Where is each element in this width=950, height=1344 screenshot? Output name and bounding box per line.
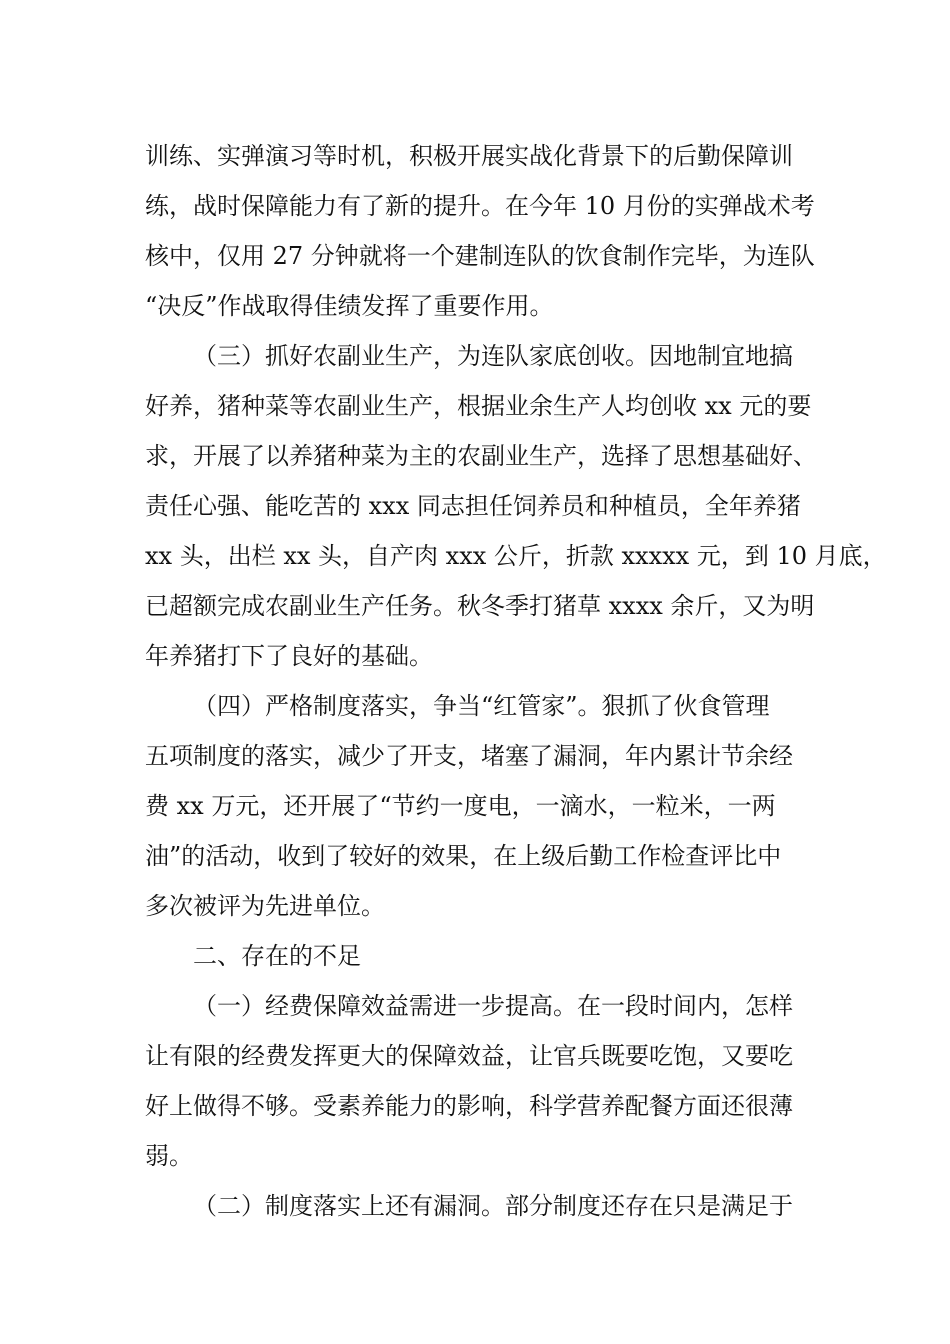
text-line: “决反”作战取得佳绩发挥了重要作用。 — [145, 292, 554, 320]
text-line: 费 xx 万元，还开展了“节约一度电，一滴水，一粒米，一两 — [145, 792, 776, 820]
section-heading: 二、存在的不足 — [193, 942, 361, 970]
text-line: 年养猪打下了良好的基础。 — [145, 642, 433, 670]
text-line: 核中，仅用 27 分钟就将一个建制连队的饮食制作完毕，为连队 — [145, 242, 815, 270]
text-line: 五项制度的落实，减少了开支，堵塞了漏洞，年内累计节余经 — [145, 742, 793, 770]
text-line: 好养，猪种菜等农副业生产，根据业余生产人均创收 xx 元的要 — [145, 392, 812, 420]
paragraph-first-line: （二）制度落实上还有漏洞。部分制度还存在只是满足于 — [193, 1192, 793, 1220]
text-line: 求，开展了以养猪种菜为主的农副业生产，选择了思想基础好、 — [145, 442, 817, 470]
text-line: 训练、实弹演习等时机，积极开展实战化背景下的后勤保障训 — [145, 142, 793, 170]
document-body — [145, 131, 887, 1231]
text-line: 油”的活动，收到了较好的效果，在上级后勤工作检查评比中 — [145, 842, 782, 870]
text-line: 让有限的经费发挥更大的保障效益，让官兵既要吃饱，又要吃 — [145, 1042, 793, 1070]
text-line: xx 头，出栏 xx 头，自产肉 xxx 公斤，折款 xxxxx 元，到 10 月底， — [145, 542, 887, 570]
paragraph-first-line: （四）严格制度落实，争当“红管家”。狠抓了伙食管理 — [193, 692, 770, 720]
text-line: 练，战时保障能力有了新的提升。在今年 10 月份的实弹战术考 — [145, 192, 815, 220]
text-line: 多次被评为先进单位。 — [145, 892, 385, 920]
text-line: 责任心强、能吃苦的 xxx 同志担任饲养员和种植员，全年养猪 — [145, 492, 801, 520]
paragraph-first-line: （三）抓好农副业生产，为连队家底创收。因地制宜地搞 — [193, 342, 793, 370]
paragraph-first-line: （一）经费保障效益需进一步提高。在一段时间内，怎样 — [193, 992, 793, 1020]
text-line: 弱。 — [145, 1142, 193, 1170]
text-line: 已超额完成农副业生产任务。秋冬季打猪草 xxxx 余斤，又为明 — [145, 592, 815, 620]
text-line: 好上做得不够。受素养能力的影响，科学营养配餐方面还很薄 — [145, 1092, 793, 1120]
